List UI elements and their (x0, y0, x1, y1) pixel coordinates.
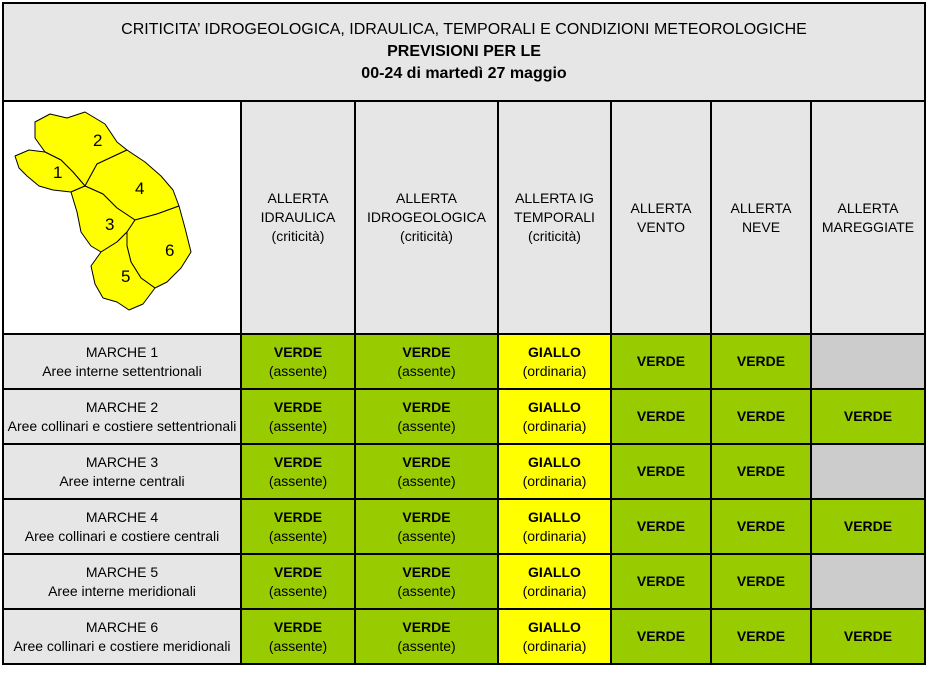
alert-cell (811, 499, 925, 554)
alert-note: (assente) (397, 417, 456, 434)
alert-note: (assente) (268, 472, 328, 489)
alert-cell (498, 389, 611, 444)
col-header-mareggiate: ALLERTA MAREGGIATE (811, 101, 925, 334)
table-row (3, 334, 925, 389)
table-row (3, 499, 925, 554)
alert-table (2, 2, 926, 665)
alert-level: VERDE (843, 408, 893, 424)
alert-note: (assente) (268, 362, 328, 379)
alert-note: (ordinaria) (522, 582, 587, 599)
alert-cell (711, 554, 811, 609)
alert-note: (ordinaria) (522, 362, 587, 379)
alert-level: VERDE (843, 518, 893, 534)
alert-level: VERDE (273, 508, 323, 525)
zone-name: MARCHE 4 (85, 508, 159, 525)
alert-level: GIALLO (528, 563, 581, 580)
alert-cell (811, 444, 925, 499)
alert-cell (241, 444, 355, 499)
alert-note: (assente) (397, 527, 456, 544)
alert-note: (assente) (268, 417, 328, 434)
alert-cell (498, 444, 611, 499)
alert-level: VERDE (273, 618, 323, 635)
alert-cell (241, 499, 355, 554)
alert-cell (711, 499, 811, 554)
marche-region-map (5, 102, 239, 328)
zone-label-cell (3, 389, 241, 444)
alert-cell (711, 444, 811, 499)
alert-level: VERDE (636, 518, 686, 534)
col-header-idrogeologica: ALLERTA IDROGEOLOGICA (criticità) (355, 101, 498, 334)
zone-description: Aree interne centrali (59, 472, 185, 489)
alert-cell (811, 609, 925, 664)
alert-level: VERDE (402, 343, 451, 360)
map-label-1: 1 (53, 163, 63, 182)
alert-level: VERDE (736, 463, 786, 479)
alert-note: (assente) (397, 472, 456, 489)
alert-cell (611, 334, 711, 389)
alert-level: VERDE (636, 408, 686, 424)
alert-level: VERDE (402, 618, 451, 635)
zone-label-cell (3, 499, 241, 554)
alert-cell (611, 609, 711, 664)
zone-description: Aree interne meridionali (48, 582, 196, 599)
alert-cell (355, 609, 498, 664)
zone-label-cell (3, 609, 241, 664)
alert-cell (355, 389, 498, 444)
alert-level: VERDE (636, 573, 686, 589)
map-label-4: 4 (135, 179, 145, 198)
col-header-neve: ALLERTA NEVE (711, 101, 811, 334)
alert-cell (811, 554, 925, 609)
table-row (3, 554, 925, 609)
zone-label-cell (3, 334, 241, 389)
zone-name: MARCHE 1 (85, 343, 159, 360)
alert-cell (711, 334, 811, 389)
alert-cell (498, 499, 611, 554)
alert-cell (711, 389, 811, 444)
alert-note: (assente) (268, 582, 328, 599)
alert-note: (ordinaria) (522, 527, 587, 544)
alert-note: (assente) (268, 527, 328, 544)
alert-level: VERDE (402, 398, 451, 415)
alert-cell (355, 554, 498, 609)
alert-cell (611, 499, 711, 554)
alert-level: GIALLO (528, 508, 581, 525)
alert-cell (498, 334, 611, 389)
alert-cell (241, 334, 355, 389)
alert-level: VERDE (636, 628, 686, 644)
alert-cell (355, 444, 498, 499)
map-label-5: 5 (121, 267, 131, 286)
alert-level: VERDE (273, 453, 323, 470)
alert-cell (611, 389, 711, 444)
alert-cell (711, 609, 811, 664)
alert-level: VERDE (273, 563, 323, 580)
table-row (3, 444, 925, 499)
table-row (3, 389, 925, 444)
alert-cell (355, 499, 498, 554)
alert-level: VERDE (636, 353, 686, 369)
alert-note: (assente) (397, 582, 456, 599)
alert-cell (241, 609, 355, 664)
title-line-2: PREVISIONI PER LE (387, 43, 541, 60)
alert-cell (498, 609, 611, 664)
alert-cell (241, 554, 355, 609)
alert-note: (assente) (397, 637, 456, 654)
alert-cell (811, 334, 925, 389)
zone-name: MARCHE 3 (85, 453, 159, 470)
alert-note: (ordinaria) (522, 637, 587, 654)
col-header-idraulica: ALLERTA IDRAULICA (criticità) (241, 101, 355, 334)
zone-description: Aree collinari e costiere meridionali (13, 637, 231, 654)
alert-cell (241, 389, 355, 444)
zone-description: Aree collinari e costiere settentrionali (7, 417, 237, 434)
alert-level: VERDE (273, 343, 323, 360)
bulletin-title (3, 3, 925, 101)
zone-name: MARCHE 2 (85, 398, 159, 415)
alert-cell (498, 554, 611, 609)
alert-level: VERDE (402, 508, 451, 525)
alert-level: VERDE (843, 628, 893, 644)
title-line-1: CRITICITA’ IDROGEOLOGICA, IDRAULICA, TEMPORALI E CONDIZIONI METEOROLOGICHE (121, 21, 807, 38)
alert-note: (ordinaria) (522, 472, 587, 489)
alert-cell (811, 389, 925, 444)
alert-level: VERDE (736, 628, 786, 644)
alert-level: VERDE (736, 353, 786, 369)
alert-level: VERDE (736, 518, 786, 534)
map-label-6: 6 (165, 241, 175, 260)
alert-note: (assente) (268, 637, 328, 654)
alert-level: GIALLO (528, 343, 581, 360)
alert-level: GIALLO (528, 618, 581, 635)
alert-level: GIALLO (528, 453, 581, 470)
alert-level: VERDE (736, 408, 786, 424)
alert-cell (355, 334, 498, 389)
zone-description: Aree interne settentrionali (42, 362, 202, 379)
alert-cell (611, 444, 711, 499)
alert-level: VERDE (736, 573, 786, 589)
zone-label-cell (3, 444, 241, 499)
col-header-temporali: ALLERTA IG TEMPORALI (criticità) (498, 101, 611, 334)
map-label-3: 3 (105, 215, 115, 234)
alert-note: (assente) (397, 362, 456, 379)
alert-level: VERDE (402, 453, 451, 470)
zone-description: Aree collinari e costiere centrali (24, 527, 220, 544)
title-line-3: 00-24 di martedì 27 maggio (361, 65, 567, 82)
table-row (3, 609, 925, 664)
map-label-2: 2 (93, 131, 103, 150)
alert-level: VERDE (636, 463, 686, 479)
zone-label-cell (3, 554, 241, 609)
alert-cell (611, 554, 711, 609)
marche-map-cell (3, 101, 241, 334)
alert-level: VERDE (402, 563, 451, 580)
alert-note: (ordinaria) (522, 417, 587, 434)
zone-name: MARCHE 6 (85, 618, 159, 635)
alert-level: VERDE (273, 398, 323, 415)
alert-level: GIALLO (528, 398, 581, 415)
col-header-vento: ALLERTA VENTO (611, 101, 711, 334)
zone-name: MARCHE 5 (85, 563, 159, 580)
